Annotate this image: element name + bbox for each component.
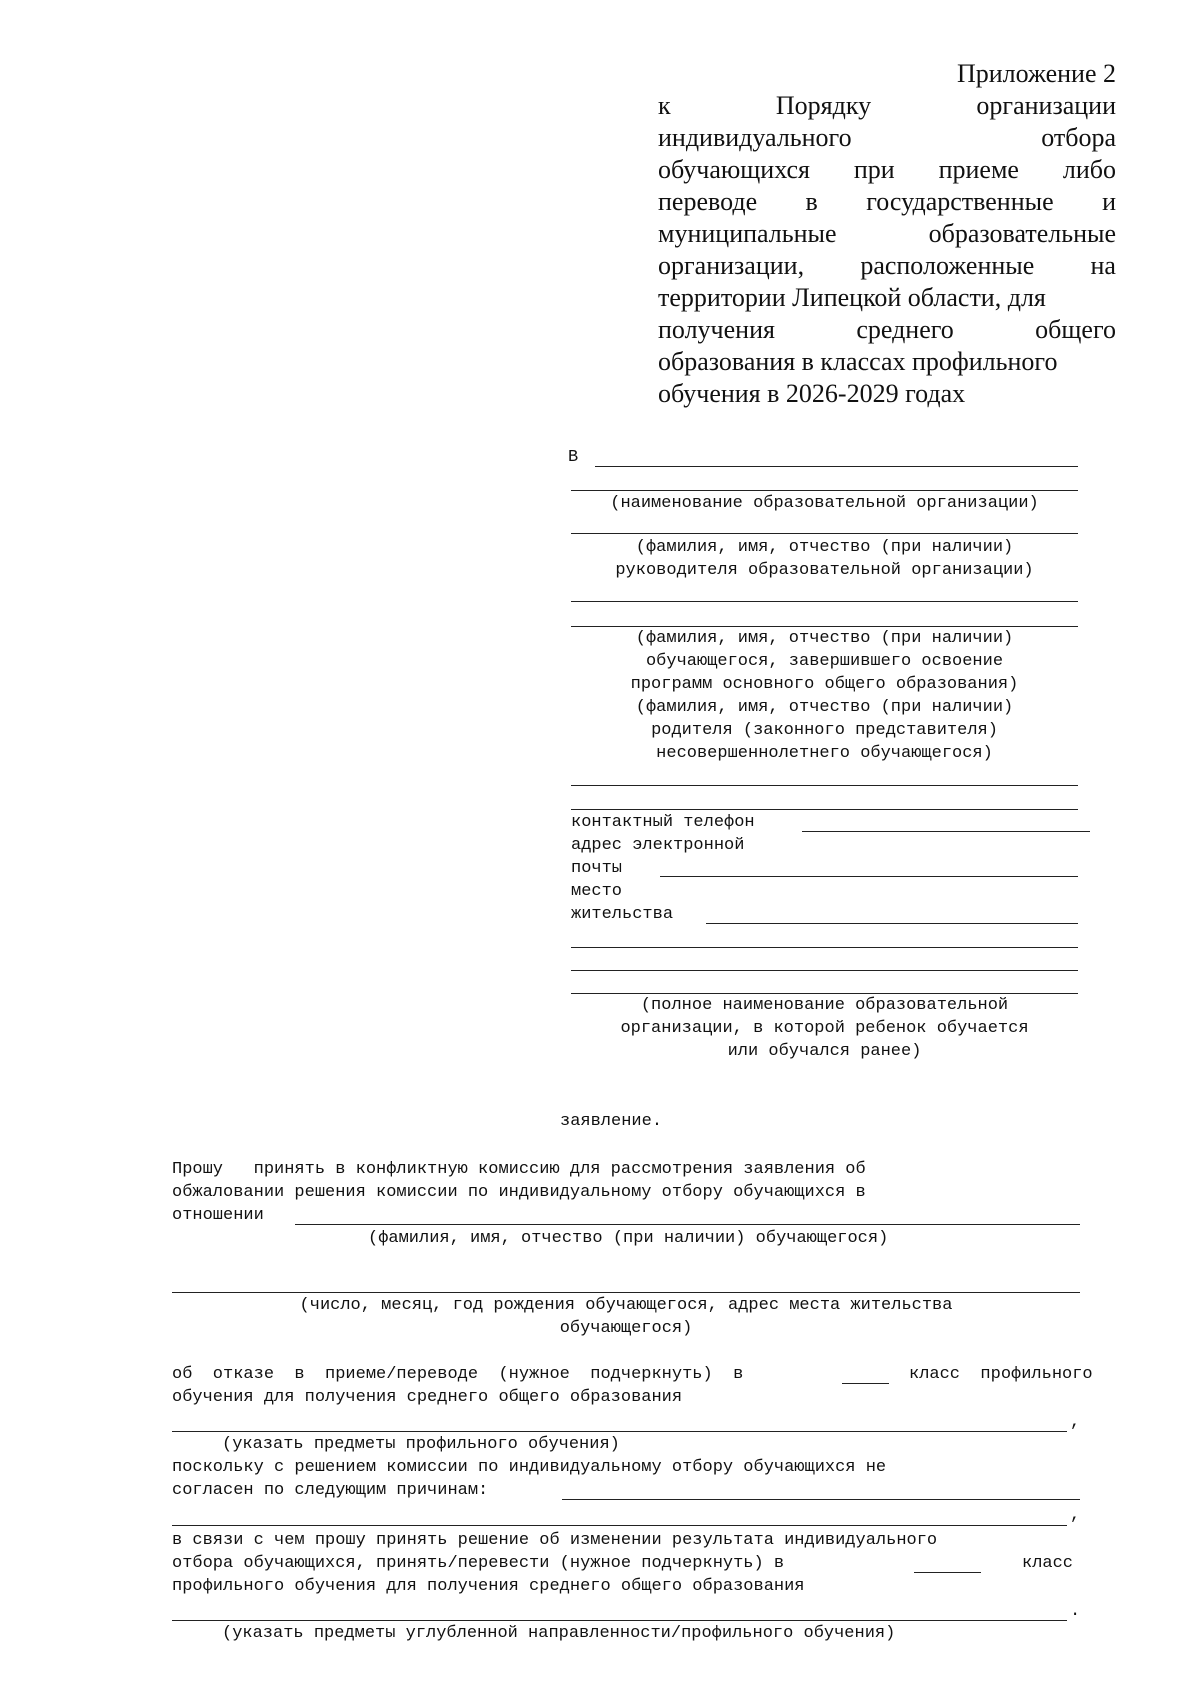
- body-line: отношении: [172, 1206, 264, 1225]
- header-word: отбора: [1041, 123, 1116, 152]
- school-caption-2: организации, в которой ребенок обучается: [620, 1019, 1029, 1038]
- header-word: образовательные: [928, 219, 1116, 248]
- body-line: Прошу принять в конфликтную комиссию для рассмотрения заявления об: [172, 1160, 866, 1179]
- org-name-field-2[interactable]: [571, 490, 1078, 491]
- comma: ,: [1070, 1506, 1081, 1525]
- grade-field-1[interactable]: [842, 1383, 889, 1384]
- head-caption-1: (фамилия, имя, отчество (при наличии): [635, 538, 1014, 557]
- body-line: класс: [1022, 1554, 1074, 1573]
- header-word: государственные: [866, 187, 1054, 216]
- head-caption-2: руководителя образовательной организации): [615, 561, 1034, 580]
- header-word: организации: [976, 91, 1116, 120]
- header-word: при: [853, 155, 895, 184]
- header-line: [658, 282, 1116, 314]
- header-word: индивидуального: [658, 123, 852, 152]
- subjects-caption: (указать предметы профильного обучения): [222, 1435, 620, 1454]
- school-caption-1: (полное наименование образовательной: [640, 996, 1009, 1015]
- document-title: заявление.: [560, 1112, 663, 1131]
- body-line: профильного обучения для получения среднего общего образования: [172, 1577, 805, 1596]
- school-field[interactable]: [571, 993, 1078, 994]
- appendix-number: [658, 58, 1116, 90]
- email-label-1: адрес электронной: [571, 836, 745, 855]
- residence-label-2: жительства: [571, 905, 674, 924]
- header-word: общего: [1035, 315, 1116, 344]
- org-name-field[interactable]: [595, 466, 1078, 467]
- applicant-caption-6: несовершеннолетнего обучающегося): [656, 744, 993, 763]
- grade-field-2[interactable]: [914, 1572, 981, 1573]
- header-word: к: [658, 91, 671, 120]
- header-line: [658, 314, 1116, 346]
- header-word: организации,: [658, 251, 805, 280]
- applicant-caption-2: обучающегося, завершившего освоение: [645, 652, 1004, 671]
- birth-caption-1: (число, месяц, год рождения обучающегося, адрес места жительства: [299, 1296, 953, 1315]
- student-caption: (фамилия, имя, отчество (при наличии) обучающегося): [368, 1229, 889, 1248]
- email-field[interactable]: [660, 876, 1078, 877]
- header-word: приеме: [938, 155, 1019, 184]
- applicant-field-1[interactable]: [571, 601, 1078, 602]
- residence-field-2[interactable]: [571, 947, 1078, 948]
- header-line: [658, 378, 1116, 410]
- header-word: и: [1102, 187, 1116, 216]
- body-line: в связи с чем прошу принять решение об изменении результата индивидуального: [172, 1531, 938, 1550]
- email-label-2: почты: [571, 859, 623, 878]
- header-line: [658, 122, 1116, 154]
- parent-field-2[interactable]: [571, 809, 1078, 810]
- phone-label: контактный телефон: [571, 813, 755, 832]
- body-line: обжаловании решения комиссии по индивидуальному отбору обучающихся в: [172, 1183, 866, 1202]
- header-line: [658, 154, 1116, 186]
- birth-caption-2: обучающегося): [559, 1319, 693, 1338]
- header-word: Порядку: [775, 91, 872, 120]
- applicant-caption-3: программ основного общего образования): [630, 675, 1019, 694]
- prefix-v: В: [568, 448, 579, 467]
- header-word: Приложение 2: [956, 59, 1116, 88]
- header-word: переводе: [658, 187, 758, 216]
- reasons-field-2[interactable]: [172, 1525, 1067, 1526]
- residence-field-3[interactable]: [571, 970, 1078, 971]
- applicant-caption-5: родителя (законного представителя): [651, 721, 998, 740]
- header-word: среднего: [856, 315, 954, 344]
- header-line: [658, 90, 1116, 122]
- header-word: получения: [658, 315, 775, 344]
- applicant-field-2[interactable]: [571, 626, 1078, 627]
- body-line: отбора обучающихся, принять/перевести (нужное подчеркнуть) в: [172, 1554, 785, 1573]
- header-line: [658, 218, 1116, 250]
- header-word: на: [1090, 251, 1116, 280]
- school-caption-3: или обучался ранее): [727, 1042, 922, 1061]
- student-name-field[interactable]: [295, 1224, 1080, 1225]
- applicant-caption-4: (фамилия, имя, отчество (при наличии): [635, 698, 1014, 717]
- appendix-header: [658, 58, 1116, 410]
- body-line: поскольку с решением комиссии по индивидуальному отбору обучающихся не: [172, 1458, 887, 1477]
- advanced-subjects-field[interactable]: [172, 1620, 1067, 1621]
- header-word: либо: [1062, 155, 1116, 184]
- period: .: [1070, 1602, 1081, 1621]
- subjects-field[interactable]: [172, 1431, 1067, 1432]
- comma: ,: [1070, 1413, 1081, 1432]
- header-line: [658, 186, 1116, 218]
- header-word: обучения в 2026-2029 годах: [658, 379, 966, 408]
- header-word: в: [805, 187, 818, 216]
- header-word: обучающихся: [658, 155, 810, 184]
- parent-field-1[interactable]: [571, 785, 1078, 786]
- reasons-field[interactable]: [562, 1499, 1080, 1500]
- org-name-caption: (наименование образовательной организации): [610, 494, 1039, 513]
- residence-label-1: место: [571, 882, 623, 901]
- head-name-field[interactable]: [571, 533, 1078, 534]
- body-line: согласен по следующим причинам:: [172, 1481, 489, 1500]
- header-word: расположенные: [860, 251, 1035, 280]
- header-line: [658, 346, 1116, 378]
- phone-field[interactable]: [802, 831, 1090, 832]
- refusal-line: обучения для получения среднего общего образования: [172, 1388, 683, 1407]
- birth-field[interactable]: [172, 1292, 1080, 1293]
- header-line: [658, 250, 1116, 282]
- refusal-line: класс профильного: [909, 1365, 1093, 1384]
- residence-field[interactable]: [706, 923, 1078, 924]
- header-word: муниципальные: [658, 219, 837, 248]
- advanced-caption: (указать предметы углубленной направленности/профильного обучения): [222, 1624, 896, 1643]
- header-word: территории Липецкой области, для: [658, 283, 1046, 312]
- applicant-caption-1: (фамилия, имя, отчество (при наличии): [635, 629, 1014, 648]
- refusal-line: об отказе в приеме/переводе (нужное подчеркнуть) в: [172, 1365, 744, 1384]
- header-word: образования в классах профильного: [658, 347, 1058, 376]
